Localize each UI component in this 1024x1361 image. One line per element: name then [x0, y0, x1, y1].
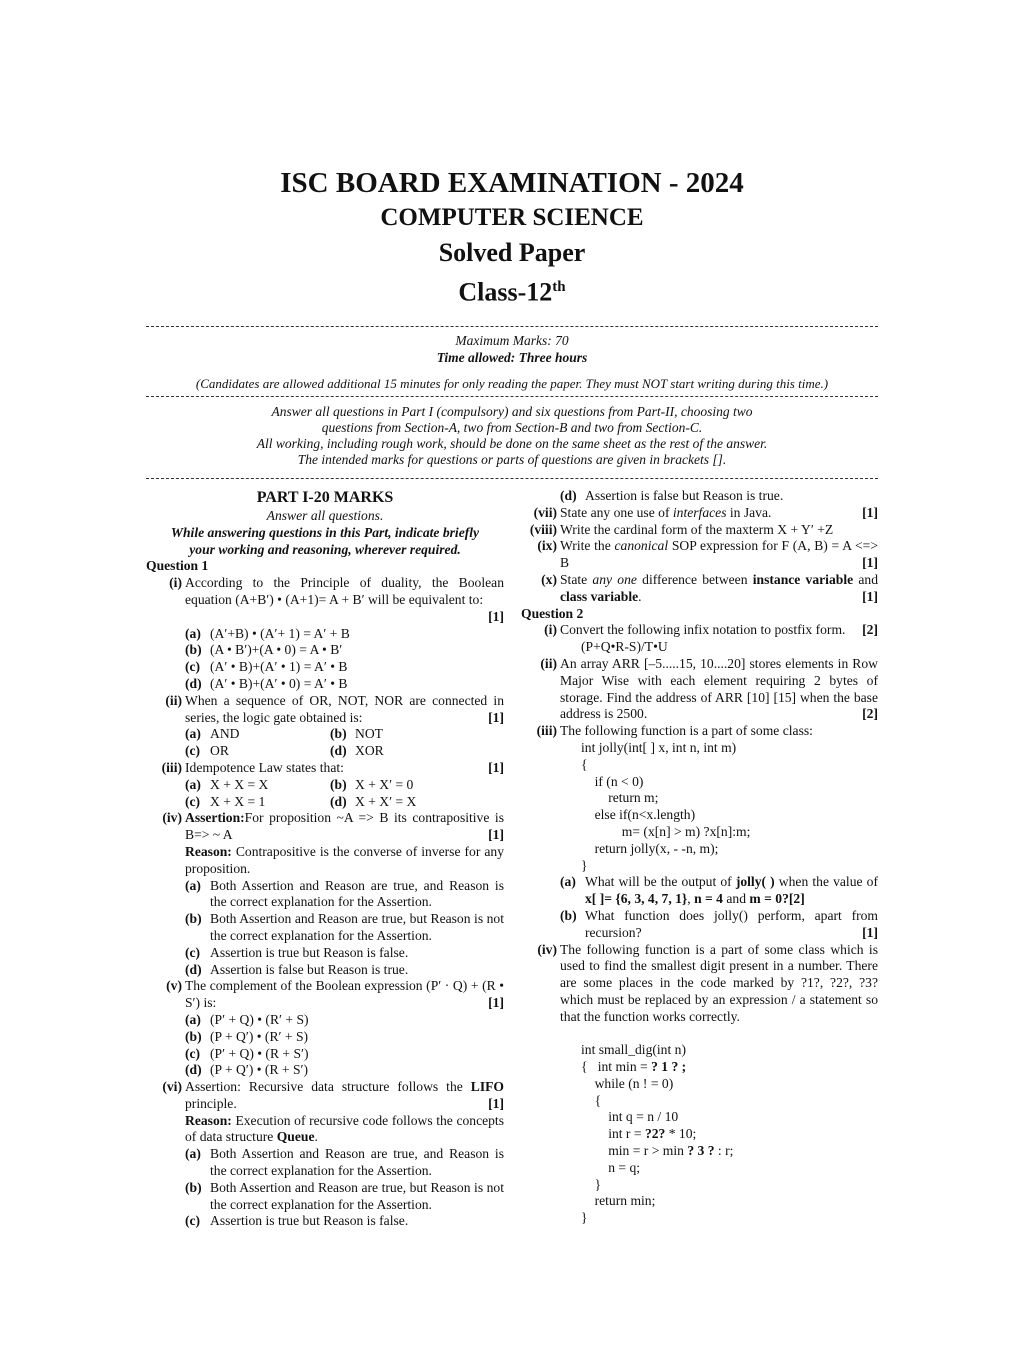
instructions-line-3: All working, including rough work, should be done on the same sheet as the rest of the answer.	[256, 436, 768, 451]
option: X + X′ = X	[355, 793, 417, 809]
divider	[146, 326, 878, 327]
instruction-note: your working and reasoning, wherever required.	[189, 541, 461, 557]
option: (c) Assertion is true but Reason is false.	[185, 1213, 409, 1229]
option: (b) Both Assertion and Reason are true, but Reason is not the correct explanation for the Assertion.	[185, 1179, 504, 1212]
solved-paper-title: Solved Paper	[438, 238, 586, 267]
question-item: (iv) The following function is a part of some class which is used to find the smallest digit present in a number. There are some places in the code marked by ?1?, ?2?, ?3? which must be replaced by an expression / a statement so that the function works correctly.	[537, 941, 878, 1024]
option: (c) (P′ + Q) • (R + S′)	[185, 1045, 309, 1061]
paper-title-block	[0, 165, 1024, 310]
question-heading: Question 2	[521, 605, 584, 621]
divider	[146, 396, 878, 397]
sub-question: (a) What will be the output of jolly( ) when the value of x[ ]= {6, 3, 4, 7, 1}, n = 4 and m = 0?[2]	[560, 874, 878, 907]
question-heading: Question 1	[146, 558, 209, 574]
option: (d) (A′ • B)+(A′ • 0) = A′ • B	[185, 675, 348, 691]
question-item: (v) The complement of the Boolean expression (P′ · Q) + (R • S′) is: [1]	[166, 978, 504, 1011]
code-block: int jolly(int[ ] x, int n, int m) { if (n < 0) return m; else if(n<x.length) m= (x[n] > m) ?x[n]:m; return jolly(x, - -n, m); }	[581, 739, 751, 873]
left-column	[146, 488, 504, 1230]
option-pair: (a) AND (b) NOT	[185, 726, 383, 742]
option: (d) (P + Q′) • (R + S′)	[185, 1062, 309, 1078]
question-item: (ii) An array ARR [–5.....15, 10....20] stores elements in Row Major Wise with each element requiring 2 bytes of storage. Find the address of ARR [10] [15] when the base address is 2500. [2]	[540, 655, 878, 722]
option: X + X′ = 0	[355, 776, 414, 792]
question-item: (iii) The following function is a part of some class:	[536, 723, 813, 739]
option: (d) Assertion is false but Reason is true.	[185, 961, 409, 977]
question-item: (vi) Assertion: Recursive data structure follows the LIFO principle. [1]	[162, 1079, 504, 1111]
max-marks: Maximum Marks: 70	[455, 333, 569, 348]
question-item: (i) According to the Principle of duality, the Boolean equation (A+B′) • (A+1)= A + B′ will be equivalent to: [1]	[169, 575, 504, 624]
part-title: PART I-20 MARKS	[256, 489, 394, 506]
option: (c) (A′ • B)+(A′ • 1) = A′ • B	[185, 659, 348, 675]
option: (a) Both Assertion and Reason are true, and Reason is the correct explanation for the Assertion.	[185, 1146, 504, 1179]
right-column	[521, 488, 878, 1227]
option: (a) (P′ + Q) • (R′ + S)	[185, 1011, 309, 1027]
option: X + X = 1	[210, 793, 266, 809]
code-block: int small_dig(int n) { int min = ? 1 ? ; while (n ! = 0) { int q = n / 10 int r = ?2? * 10; min = r > min ? 3 ? : r; n = q; } return min; }	[581, 1042, 734, 1226]
option: (a) Both Assertion and Reason are true, and Reason is the correct explanation for the Assertion.	[185, 877, 504, 910]
question-item: (x) State any one difference between instance variable and class variable. [1]	[541, 571, 878, 604]
question-item: (vii) State any one use of interfaces in Java. [1]	[533, 504, 878, 520]
question-item: (ix) Write the canonical SOP expression for F (A, B) = A <=> B [1]	[537, 538, 878, 571]
option-pair: (a) X + X = X (b) X + X′ = 0	[185, 776, 414, 792]
candidates-note: (Candidates are allowed additional 15 minutes for only reading the paper. They must NOT start writing during this time.)	[195, 376, 829, 391]
option: AND	[210, 726, 240, 742]
option: (a) (A′+B) • (A′+ 1) = A′ + B	[185, 625, 350, 641]
reason-text: Reason: Execution of recursive code follows the concepts of data structure Queue.	[185, 1112, 505, 1145]
option: (b) (A • B′)+(A • 0) = A • B′	[185, 642, 343, 658]
instructions-line-2: questions from Section-A, two from Section-B and two from Section-C.	[321, 420, 703, 435]
subject-title: COMPUTER SCIENCE	[380, 204, 644, 231]
instruction-note: While answering questions in this Part, indicate briefly	[170, 524, 480, 540]
option: OR	[210, 743, 229, 759]
answer-all-note: Answer all questions.	[266, 508, 384, 523]
instructions-line-4: The intended marks for questions or parts of questions are given in brackets [].	[297, 452, 727, 467]
option: (d) Assertion is false but Reason is true.	[560, 488, 784, 503]
infix-expression: (P+Q•R-S)/T•U	[581, 639, 668, 655]
option: (b) (P + Q′) • (R′ + S)	[185, 1028, 309, 1044]
exam-title: ISC BOARD EXAMINATION - 2024	[280, 167, 744, 199]
option: NOT	[355, 726, 383, 742]
instructions-line-1: Answer all questions in Part I (compulsory) and six questions from Part-II, choosing two	[271, 404, 753, 419]
option: (b) Both Assertion and Reason are true, but Reason is not the correct explanation for the Assertion.	[185, 911, 504, 943]
option-pair: (c) OR (d) XOR	[185, 743, 384, 759]
question-item: (i) Convert the following infix notation to postfix form. [2]	[544, 622, 878, 638]
option: X + X = X	[210, 776, 269, 792]
option: (c) Assertion is true but Reason is false.	[185, 944, 409, 960]
question-item: (iv) Assertion:For proposition ~A => B its contrapositive is B=> ~ A [1]	[162, 810, 504, 843]
time-allowed: Time allowed: Three hours	[436, 350, 588, 365]
question-item: (viii) Write the cardinal form of the maxterm X + Y′ +Z	[529, 521, 834, 537]
class-title: Class-12th	[458, 277, 566, 307]
reason-text: Reason: Contrapositive is the converse of inverse for any proposition.	[185, 843, 504, 876]
question-item: (ii) When a sequence of OR, NOT, NOR are connected in series, the logic gate obtained is: [1]	[165, 692, 504, 725]
option: XOR	[355, 743, 384, 759]
question-item: (iii) Idempotence Law states that: [1]	[161, 759, 504, 775]
option-pair: (c) X + X = 1 (d) X + X′ = X	[185, 793, 417, 809]
divider	[146, 478, 878, 479]
sub-question: (b) What function does jolly() perform, apart from recursion? [1]	[560, 907, 878, 940]
